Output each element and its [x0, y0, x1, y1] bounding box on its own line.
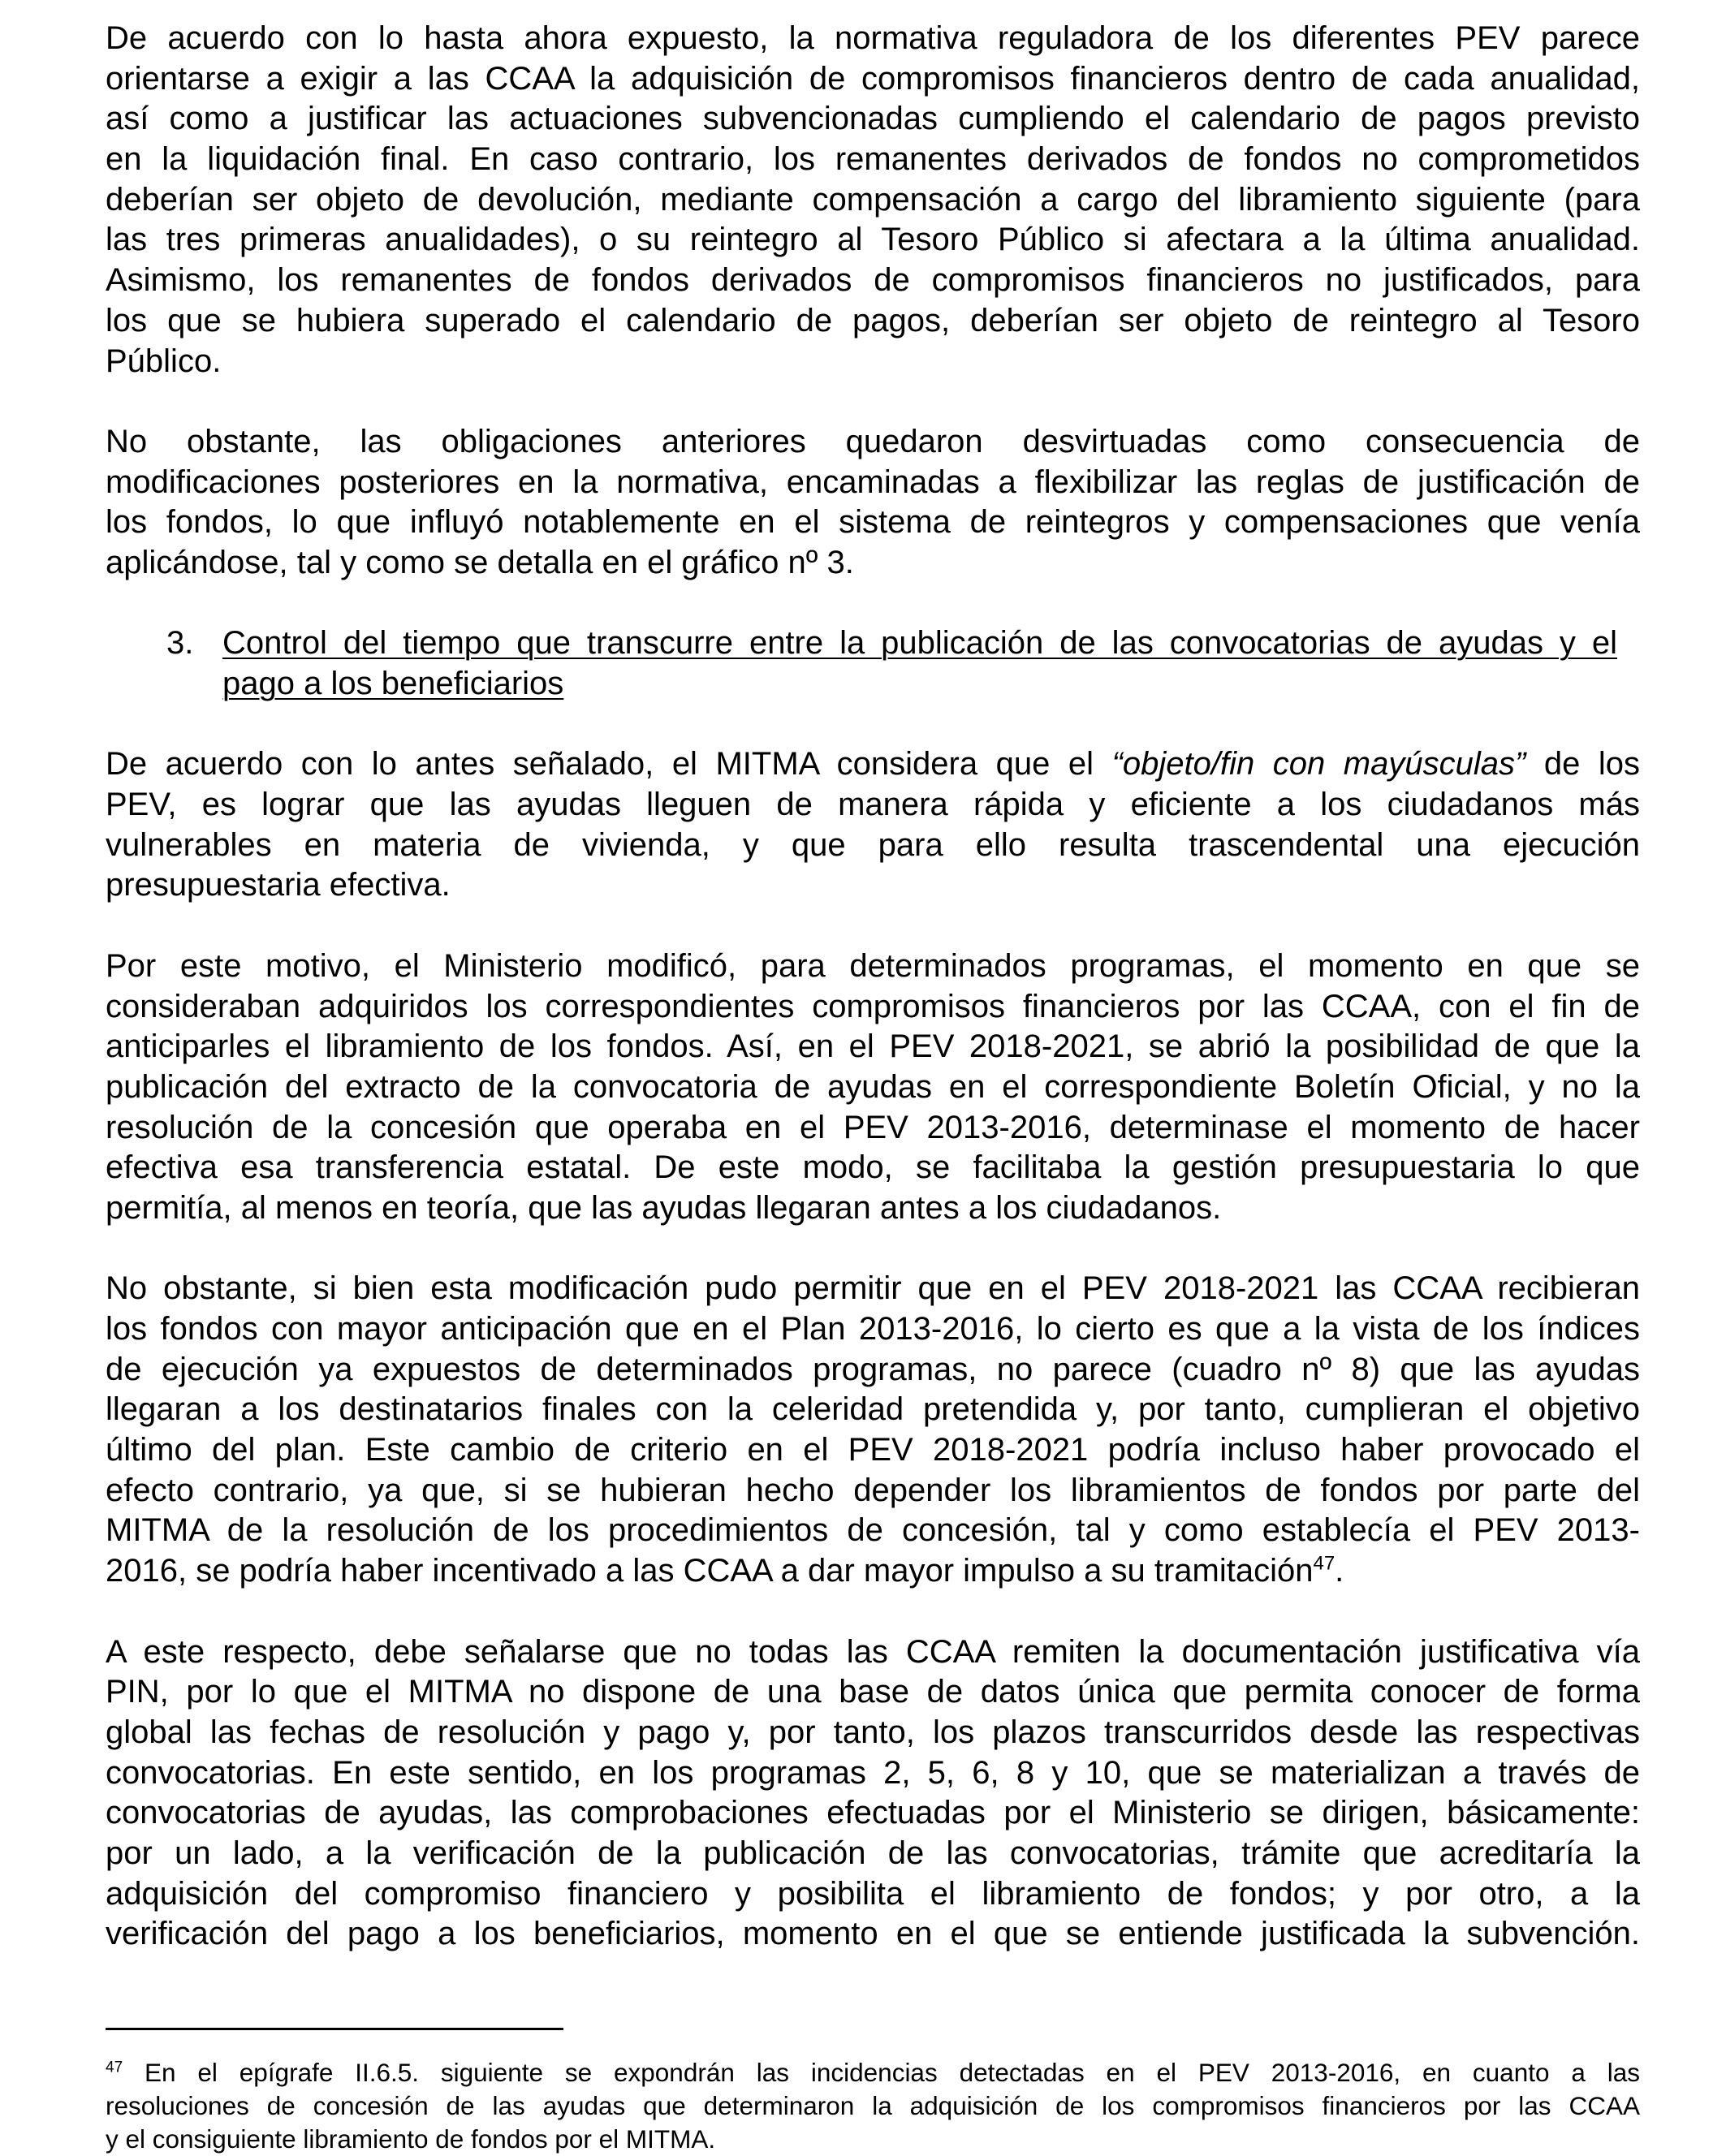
text-line: [106, 1914, 1640, 1955]
line-text: convocatorias. En este sentido, en los programas 2, 5, 6, 8 y 10, que se materializan a través de: [106, 1754, 1640, 1791]
text-line: [106, 946, 1640, 987]
text-line: [106, 1390, 1640, 1430]
line-text: PEV, es lograr que las ayudas lleguen de manera rápida y eficiente a los ciudadanos más: [106, 787, 1640, 823]
footnote: [106, 2056, 1640, 2156]
line-text: De acuerdo con lo hasta ahora expuesto, la normativa reguladora de los diferentes PEV parece: [106, 20, 1640, 56]
text-line: [106, 422, 1640, 463]
line-text: así como a justificar las actuaciones subvencionadas cumpliendo el calendario de pagos previsto: [106, 101, 1640, 137]
text-line: [106, 2089, 1640, 2123]
line-text: orientarse a exigir a las CCAA la adquisición de compromisos financieros dentro de cada anualidad,: [106, 60, 1640, 97]
text-line: [106, 1471, 1640, 1511]
line-text: Por este motivo, el Ministerio modificó, para determinados programas, el momento en que se: [106, 947, 1640, 984]
line-text: PIN, por lo que el MITMA no dispone de una base de datos única que permita conocer de forma: [106, 1674, 1640, 1710]
line-text: No obstante, si bien esta modificación pudo permitir que en el PEV 2018-2021 las CCAA recibieran: [106, 1270, 1640, 1307]
text-line: [106, 1269, 1640, 1309]
line-text: publicación del extracto de la convocatoria de ayudas en el correspondiente Boletín Oficial, y no la: [106, 1068, 1640, 1105]
line-text: las tres primeras anualidades), o su reintegro al Tesoro Público si afectara a la última anualidad.: [106, 222, 1640, 258]
text-line: [106, 2056, 1640, 2089]
text-line: [106, 1067, 1640, 1108]
line-text: MITMA de la resolución de los procedimientos de concesión, tal y como establecía el PEV 2013-: [106, 1512, 1640, 1549]
heading-number: 3.: [166, 625, 194, 662]
text-line: [106, 463, 1640, 503]
line-text: .: [1335, 1553, 1344, 1589]
document-body: [106, 19, 1640, 1995]
line-text: verificación del pago a los beneficiarios, momento en el que se entiende justificada la subvención.: [106, 1916, 1640, 1952]
line-text: Asimismo, los remanentes de fondos derivados de compromisos financieros no justificados, para: [106, 262, 1640, 299]
line-text: aplicándose, tal y como se detalla en el gráfico nº 3.: [106, 544, 854, 580]
paragraph: [106, 1632, 1640, 1955]
italic-quote: “objeto/fin con mayúsculas”: [1111, 746, 1526, 783]
text-line: [106, 1874, 1640, 1915]
paragraph: [106, 946, 1640, 1229]
text-line: [106, 1108, 1640, 1149]
line-text: vulnerables en materia de vivienda, y que para ello resulta trascendental una ejecución: [106, 826, 1640, 863]
line-text: resolución de la concesión que operaba en el PEV 2013-2016, determinase el momento de hacer: [106, 1109, 1640, 1145]
text-line: [106, 1632, 1640, 1673]
text-line: [106, 785, 1640, 826]
text-line: [106, 987, 1640, 1028]
text-line: [106, 1672, 1640, 1713]
text-line: [106, 1188, 1640, 1229]
text-line: [106, 1753, 1640, 1794]
footnote-separator: [106, 2028, 563, 2030]
line-text: pago a los beneficiarios: [222, 666, 564, 701]
text-line: [106, 99, 1640, 140]
text-line: [106, 865, 1640, 906]
line-text: No obstante, las obligaciones anteriores quedaron desvirtuadas como consecuencia de: [106, 423, 1640, 459]
text-line: [106, 543, 1640, 584]
text-line: [106, 220, 1640, 261]
text-line: [106, 1350, 1640, 1391]
text-line: [106, 1430, 1640, 1471]
paragraph: [106, 422, 1640, 584]
line-text: adquisición del compromiso financiero y posibilita el libramiento de fondos; y por otro, a la: [106, 1875, 1640, 1912]
line-text: De acuerdo con lo antes señalado, el MITMA considera que el: [106, 746, 1112, 783]
line-text: global las fechas de resolución y pago y, por tanto, los plazos transcurridos desde las respectivas: [106, 1714, 1640, 1750]
line-text: llegaran a los destinatarios finales con la celeridad pretendida y, por tanto, cumplieran el objetivo: [106, 1391, 1640, 1428]
footnote-number: 47: [106, 2059, 123, 2076]
paragraph: [106, 744, 1640, 906]
line-text: efecto contrario, ya que, si se hubieran hecho depender los libramientos de fondos por parte del: [106, 1472, 1640, 1508]
text-line: [106, 301, 1640, 342]
line-text: anticiparles el libramiento de los fondos. Así, en el PEV 2018-2021, se abrió la posibilidad de que la: [106, 1028, 1640, 1065]
line-text: último del plan. Este cambio de criterio en el PEV 2018-2021 podría incluso haber provocado el: [106, 1432, 1640, 1468]
text-line: [106, 1148, 1640, 1188]
text-line: [106, 180, 1640, 221]
text-line: [106, 1027, 1640, 1067]
line-text: A este respecto, debe señalarse que no todas las CCAA remiten la documentación justificativa vía: [106, 1633, 1640, 1670]
line-text: convocatorias de ayudas, las comprobaciones efectuadas por el Ministerio se dirigen, básicamente:: [106, 1795, 1640, 1831]
footnote-reference[interactable]: 47: [1313, 1552, 1335, 1575]
text-line: [106, 1834, 1640, 1874]
text-line: [106, 2123, 1640, 2156]
text-line: [106, 502, 1640, 543]
text-line: [106, 1551, 1640, 1592]
line-text: deberían ser objeto de devolución, mediante compensación a cargo del libramiento siguiente (para: [106, 181, 1640, 218]
text-line: [106, 744, 1640, 785]
line-text: En el epígrafe II.6.5. siguiente se expondrán las incidencias detectadas en el PEV 2013-2016, en cuanto a las: [123, 2058, 1640, 2087]
line-text: Control del tiempo que transcurre entre la publicación de las convocatorias de ayudas y el: [222, 625, 1617, 662]
text-line: [106, 59, 1640, 100]
line-text: los que se hubiera superado el calendario de pagos, deberían ser objeto de reintegro al Tesoro: [106, 302, 1640, 338]
line-text: en la liquidación final. En caso contrario, los remanentes derivados de fondos no comprometidos: [106, 141, 1640, 178]
text-line: [106, 1793, 1640, 1834]
text-line: [106, 826, 1640, 866]
text-line: [222, 664, 1617, 705]
line-text: de ejecución ya expuestos de determinados programas, no parece (cuadro nº 8) que las ayudas: [106, 1351, 1640, 1387]
line-text: presupuestaria efectiva.: [106, 867, 451, 903]
paragraph: [106, 1269, 1640, 1592]
line-text: resoluciones de concesión de las ayudas que determinaron la adquisición de los compromisos financieros por las CCAA: [106, 2091, 1640, 2120]
text-line: [106, 1511, 1640, 1551]
line-text: permitía, al menos en teoría, que las ayudas llegaran antes a los ciudadanos.: [106, 1189, 1222, 1226]
line-text: por un lado, a la verificación de la publicación de las convocatorias, trámite que acreditaría la: [106, 1835, 1640, 1871]
text-line: [106, 140, 1640, 180]
line-text: 2016, se podría haber incentivado a las CCAA a dar mayor impulso a su tramitación: [106, 1553, 1314, 1589]
paragraph: [106, 19, 1640, 382]
line-text: y el consiguiente libramiento de fondos por el MITMA.: [106, 2124, 716, 2154]
line-text: consideraban adquiridos los correspondientes compromisos financieros por las CCAA, con el fin de: [106, 988, 1640, 1024]
text-line: [106, 342, 1640, 382]
line-text: efectiva esa transferencia estatal. De este modo, se facilitaba la gestión presupuestaria lo que: [106, 1149, 1640, 1186]
text-line: [106, 261, 1640, 301]
section-heading: [106, 623, 1640, 704]
line-text: los fondos con mayor anticipación que en el Plan 2013-2016, lo cierto es que a la vista de los índices: [106, 1311, 1640, 1347]
line-text: Público.: [106, 343, 222, 379]
text-line: [106, 19, 1640, 59]
line-text: los fondos, lo que influyó notablemente en el sistema de reintegros y compensaciones que venía: [106, 504, 1640, 541]
text-line: [222, 623, 1617, 664]
text-line: [106, 1713, 1640, 1753]
text-line: [106, 1309, 1640, 1350]
line-text: modificaciones posteriores en la normativa, encaminadas a flexibilizar las reglas de justificación de: [106, 464, 1640, 500]
line-text: de los: [1525, 746, 1640, 783]
